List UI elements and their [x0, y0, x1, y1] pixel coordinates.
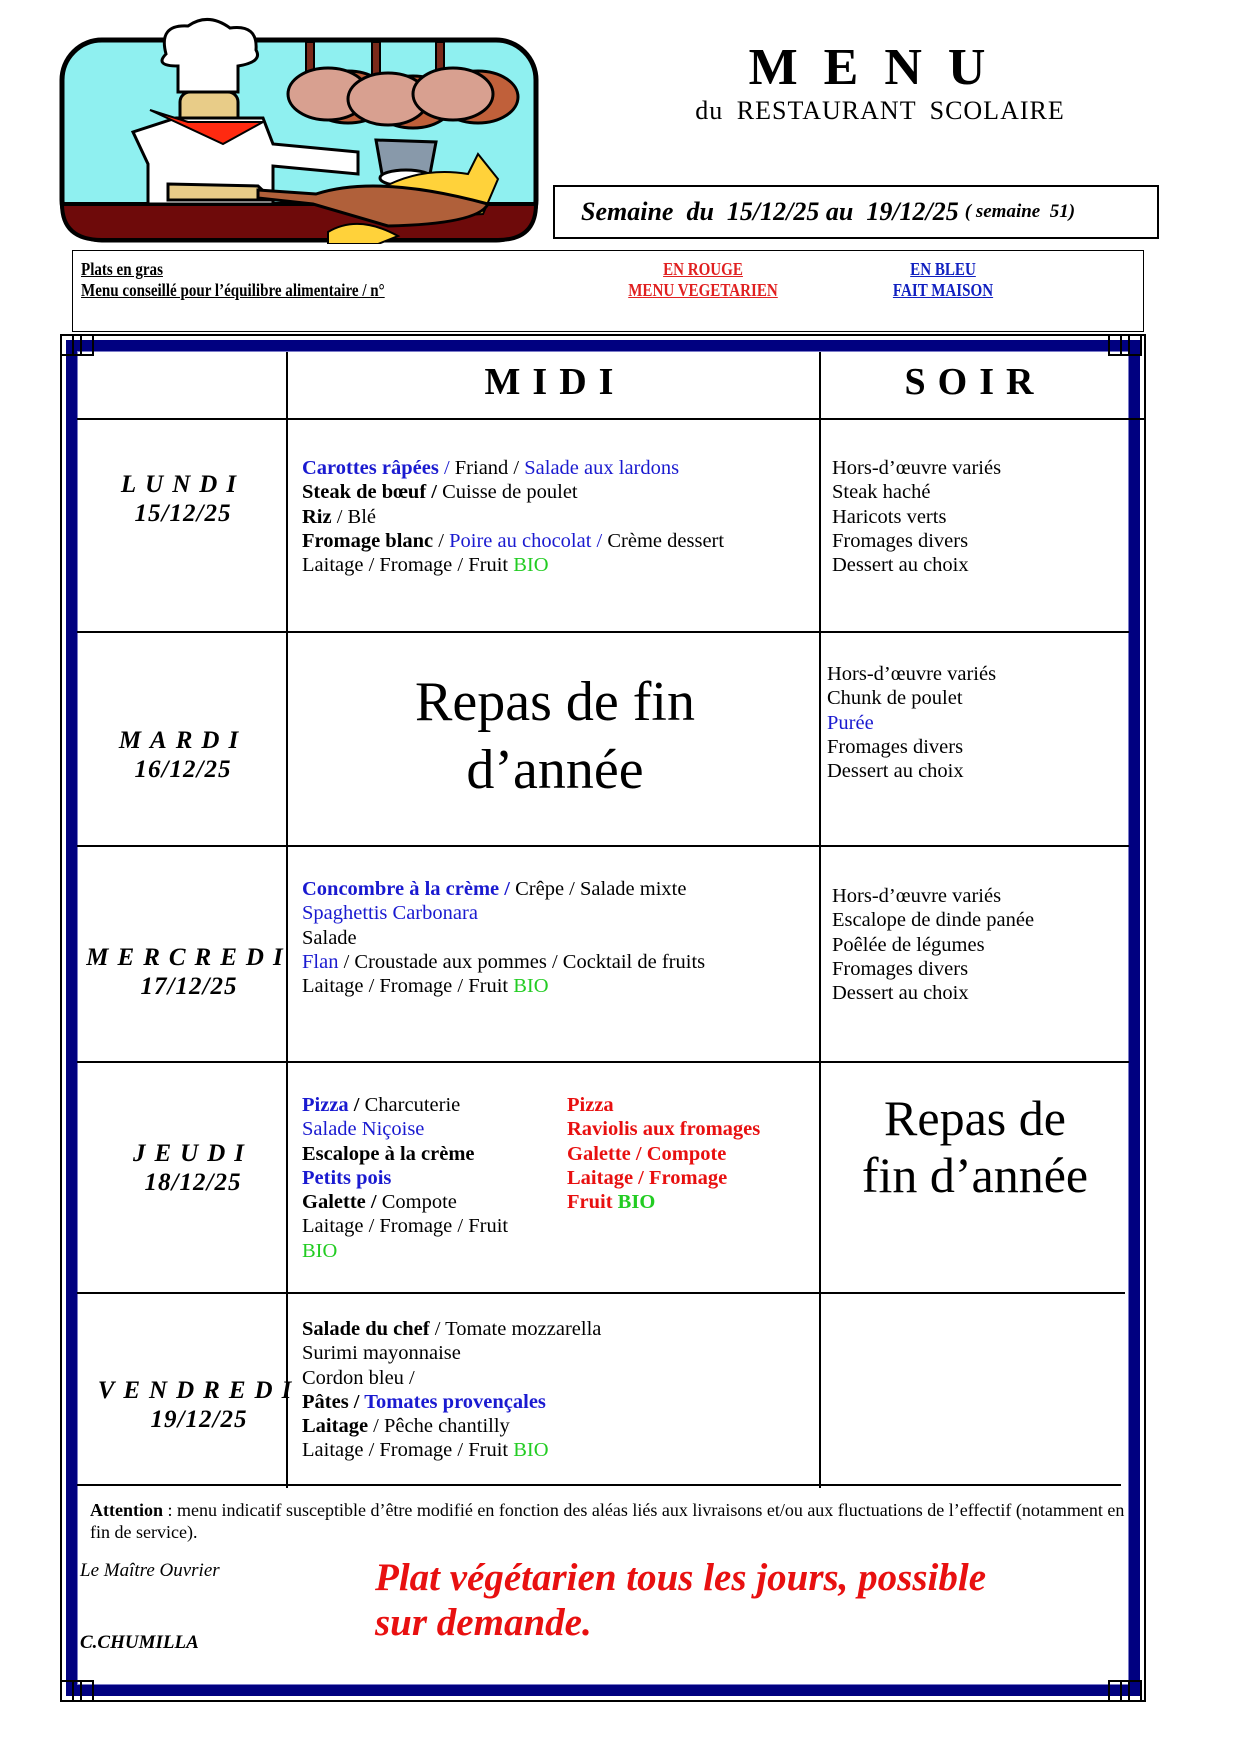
menu-line: [832, 933, 1034, 957]
menu-line: [832, 981, 1034, 1005]
menu-line: [302, 1317, 601, 1341]
menu-line: [302, 1190, 508, 1214]
grid-divider: [77, 1484, 1121, 1486]
menu-item-text: Fromages divers: [832, 529, 969, 552]
vegetarian-note-line: Plat végétarien tous les jours, possible: [375, 1556, 987, 1599]
menu-line: [827, 759, 996, 783]
menu-item-text: Dessert au choix: [832, 982, 969, 1005]
menu-line: [832, 480, 1001, 504]
column-header-soir: SOIR: [904, 361, 1046, 403]
grid-divider: [77, 1061, 1129, 1063]
day-date: 16/12/25: [134, 756, 232, 783]
menu-title: MENU: [748, 39, 1012, 96]
legend-recommended-label: Menu conseillé pour l’équilibre alimentaire / n°: [81, 280, 385, 300]
menu-item-text: Pizza: [567, 1094, 614, 1116]
menu-item-text: Escalope à la crème: [302, 1142, 475, 1165]
menu-item-text: Haricots verts: [832, 505, 947, 528]
menu-line: [832, 529, 1001, 553]
menu-item-text: /: [348, 1094, 365, 1116]
grid-divider: [77, 1292, 1125, 1294]
grid-divider: [77, 845, 1129, 847]
menu-item-text: Laitage / Fromage / Fruit: [302, 975, 514, 998]
menu-item-text: / Croustade aux pommes / Cocktail de fruits: [338, 950, 706, 973]
menu-subtitle: du RESTAURANT SCOLAIRE: [695, 96, 1065, 125]
menu-line: [302, 1239, 508, 1263]
menu-item-text: Pizza: [302, 1094, 349, 1116]
menu-item-text: Carottes râpées: [302, 457, 439, 479]
menu-line: [567, 1190, 760, 1214]
menu-item-text: BIO: [513, 554, 549, 577]
grid-divider: [77, 631, 1129, 633]
menu-item-text: Chunk de poulet: [827, 687, 963, 710]
vegetarian-note-line: sur demande.: [375, 1601, 592, 1644]
menu-item-text: Surimi mayonnaise: [302, 1342, 461, 1365]
menu-item-text: Poêlée de légumes: [832, 933, 985, 956]
chef-illustration: [58, 14, 542, 244]
week-dates: Semaine du 15/12/25 au 19/12/25: [581, 197, 959, 226]
day-label-tuesday: [78, 726, 288, 784]
menu-item-text: Laitage / Fromage / Fruit: [302, 1439, 514, 1462]
menu-item-text: Compote: [381, 1191, 457, 1214]
signatory-role: Le Maître Ouvrier: [80, 1560, 220, 1581]
menu-line: [832, 505, 1001, 529]
menu-line: [832, 553, 1001, 577]
menu-item-text: Friand /: [454, 457, 525, 479]
day-label-wednesday: [74, 943, 304, 1001]
disclaimer: [90, 1499, 1130, 1543]
menu-line: [567, 1117, 760, 1141]
menu-item-text: Fromage blanc: [302, 529, 434, 552]
menu-line: [302, 1366, 601, 1390]
menu-item-text: BIO: [513, 975, 549, 998]
wednesday-lunch-menu: [302, 877, 705, 998]
menu-item-text: / Tomate mozzarella: [429, 1318, 602, 1340]
tuesday-lunch-special: [290, 668, 820, 804]
menu-line: [302, 1390, 601, 1414]
day-date: 19/12/25: [150, 1406, 248, 1433]
day-name: MERCREDI: [86, 944, 292, 971]
menu-item-text: Concombre à la crème /: [302, 878, 516, 900]
menu-item-text: Charcuterie: [364, 1094, 461, 1116]
legend-bold-explanation: [81, 259, 385, 301]
day-name: VENDREDI: [97, 1377, 301, 1404]
menu-item-text: Hors-d’œuvre variés: [827, 663, 997, 685]
menu-item-text: Fromages divers: [832, 957, 969, 980]
menu-item-text: Salade du chef: [302, 1318, 430, 1340]
menu-item-text: Laitage / Fromage / Fruit: [302, 1215, 509, 1238]
menu-item-text: / Blé: [331, 505, 377, 528]
menu-item-text: Spaghettis Carbonara: [302, 902, 478, 925]
grid-divider: [77, 418, 1145, 420]
signatory-name: C.CHUMILLA: [80, 1632, 199, 1653]
menu-item-text: Pâtes /: [302, 1390, 365, 1413]
menu-line: [302, 901, 705, 925]
day-date: 17/12/25: [140, 973, 238, 1000]
day-date: 18/12/25: [144, 1169, 242, 1196]
legend-red-title: EN ROUGE: [663, 259, 743, 279]
menu-line: [302, 1093, 508, 1117]
menu-line: [302, 926, 705, 950]
day-label-thursday: [88, 1139, 298, 1197]
menu-item-text: Cordon bleu /: [302, 1366, 415, 1389]
thursday-vegetarian-menu: [567, 1093, 760, 1214]
thursday-lunch-menu: [302, 1093, 508, 1263]
legend-red: [608, 259, 797, 301]
menu-line: [832, 957, 1034, 981]
menu-item-text: Purée: [827, 711, 874, 734]
wednesday-dinner-menu: [832, 884, 1034, 1005]
menu-line: [302, 877, 705, 901]
menu-item-text: Salade Niçoise: [302, 1118, 425, 1141]
menu-item-text: Riz: [302, 505, 332, 528]
week-number: ( semaine 51): [964, 201, 1076, 222]
menu-line: [302, 1166, 508, 1190]
menu-line: [302, 480, 724, 504]
frame-corner-ornament: [1108, 1680, 1130, 1702]
menu-item-text: Tomates provençales: [364, 1390, 546, 1413]
frame-corner-ornament: [72, 334, 94, 356]
disclaimer-label: Attention: [90, 1500, 163, 1520]
day-date: 15/12/25: [134, 500, 232, 527]
menu-item-text: Steak de bœuf /: [302, 481, 443, 504]
menu-line: [567, 1166, 760, 1190]
menu-item-text: Petits pois: [302, 1166, 392, 1189]
menu-item-text: Crêpe / Salade mixte: [515, 878, 687, 900]
legend-red-desc: MENU VEGETARIEN: [628, 280, 778, 300]
menu-item-text: / Pêche chantilly: [368, 1415, 510, 1438]
menu-line: [302, 1142, 508, 1166]
menu-item-text: Salade aux lardons: [524, 457, 680, 479]
special-line: d’année: [466, 739, 644, 801]
menu-item-text: Fruit: [567, 1191, 618, 1214]
special-line: Repas de: [884, 1090, 1066, 1146]
menu-item-text: Galette / Compote: [567, 1142, 727, 1165]
menu-item-text: Galette /: [302, 1191, 382, 1214]
frame-corner-ornament: [72, 1680, 94, 1702]
friday-lunch-menu: [302, 1317, 601, 1463]
menu-line: [302, 1214, 508, 1238]
column-header-midi: MIDI: [484, 361, 626, 403]
menu-item-text: Crème dessert: [607, 529, 725, 552]
frame-corner-ornament: [1108, 334, 1130, 356]
menu-line: [302, 529, 724, 553]
thursday-dinner-special: [822, 1090, 1128, 1204]
day-name: LUNDI: [120, 471, 246, 498]
special-line: fin d’année: [861, 1147, 1089, 1203]
menu-line: [302, 505, 724, 529]
menu-item-text: BIO: [302, 1239, 338, 1262]
day-name: MARDI: [118, 727, 248, 754]
menu-item-text: Cuisse de poulet: [442, 481, 578, 504]
special-line: Repas de fin: [415, 671, 695, 733]
menu-item-text: /: [438, 457, 455, 479]
grid-divider: [819, 352, 821, 1488]
menu-item-text: Laitage / Fromage: [567, 1166, 728, 1189]
menu-item-text: /: [433, 529, 450, 552]
menu-line: [302, 974, 705, 998]
day-label-friday: [84, 1376, 314, 1434]
menu-line: [827, 735, 996, 759]
menu-item-text: Flan: [302, 950, 339, 973]
menu-item-text: Dessert au choix: [832, 554, 969, 577]
menu-line: [302, 950, 705, 974]
menu-item-text: Raviolis aux fromages: [567, 1118, 761, 1141]
vegetarian-note: [375, 1555, 986, 1645]
menu-item-text: Escalope de dinde panée: [832, 909, 1035, 932]
menu-item-text: Steak haché: [832, 481, 931, 504]
menu-line: [302, 1438, 601, 1462]
legend-bold-label: Plats en gras: [81, 259, 163, 279]
menu-line: [567, 1093, 760, 1117]
menu-item-text: BIO: [513, 1439, 549, 1462]
menu-line: [302, 553, 724, 577]
menu-line: [827, 662, 996, 686]
menu-line: [827, 686, 996, 710]
menu-item-text: Poire au chocolat /: [449, 529, 608, 552]
menu-item-text: Laitage / Fromage / Fruit: [302, 554, 514, 577]
menu-item-text: Dessert au choix: [827, 760, 964, 783]
week-banner: [553, 185, 1159, 239]
menu-line: [827, 711, 996, 735]
menu-item-text: Fromages divers: [827, 735, 964, 758]
menu-line: [302, 1341, 601, 1365]
day-name: JEUDI: [132, 1140, 253, 1167]
menu-item-text: Laitage: [302, 1415, 369, 1438]
menu-item-text: Hors-d’œuvre variés: [832, 885, 1002, 907]
menu-line: [302, 456, 724, 480]
disclaimer-text: : menu indicatif susceptible d’être modifié en fonction des aléas liés aux livraisons et/ou aux fluctuations de l’effectif (notamment en fin de service).: [90, 1500, 1125, 1542]
legend-box: [72, 250, 1144, 332]
menu-line: [832, 884, 1034, 908]
menu-line: [302, 1414, 601, 1438]
menu-item-text: BIO: [617, 1191, 656, 1214]
tuesday-dinner-menu: [827, 662, 996, 783]
menu-line: [302, 1117, 508, 1141]
legend-blue-desc: FAIT MAISON: [892, 280, 994, 300]
legend-blue: [866, 259, 1021, 301]
menu-line: [832, 908, 1034, 932]
legend-blue-title: EN BLEU: [910, 259, 976, 279]
menu-line: [832, 456, 1001, 480]
menu-item-text: Hors-d’œuvre variés: [832, 457, 1002, 479]
day-label-monday: [78, 470, 288, 528]
monday-dinner-menu: [832, 456, 1001, 577]
monday-lunch-menu: [302, 456, 724, 577]
menu-item-text: Salade: [302, 926, 357, 949]
menu-line: [567, 1142, 760, 1166]
